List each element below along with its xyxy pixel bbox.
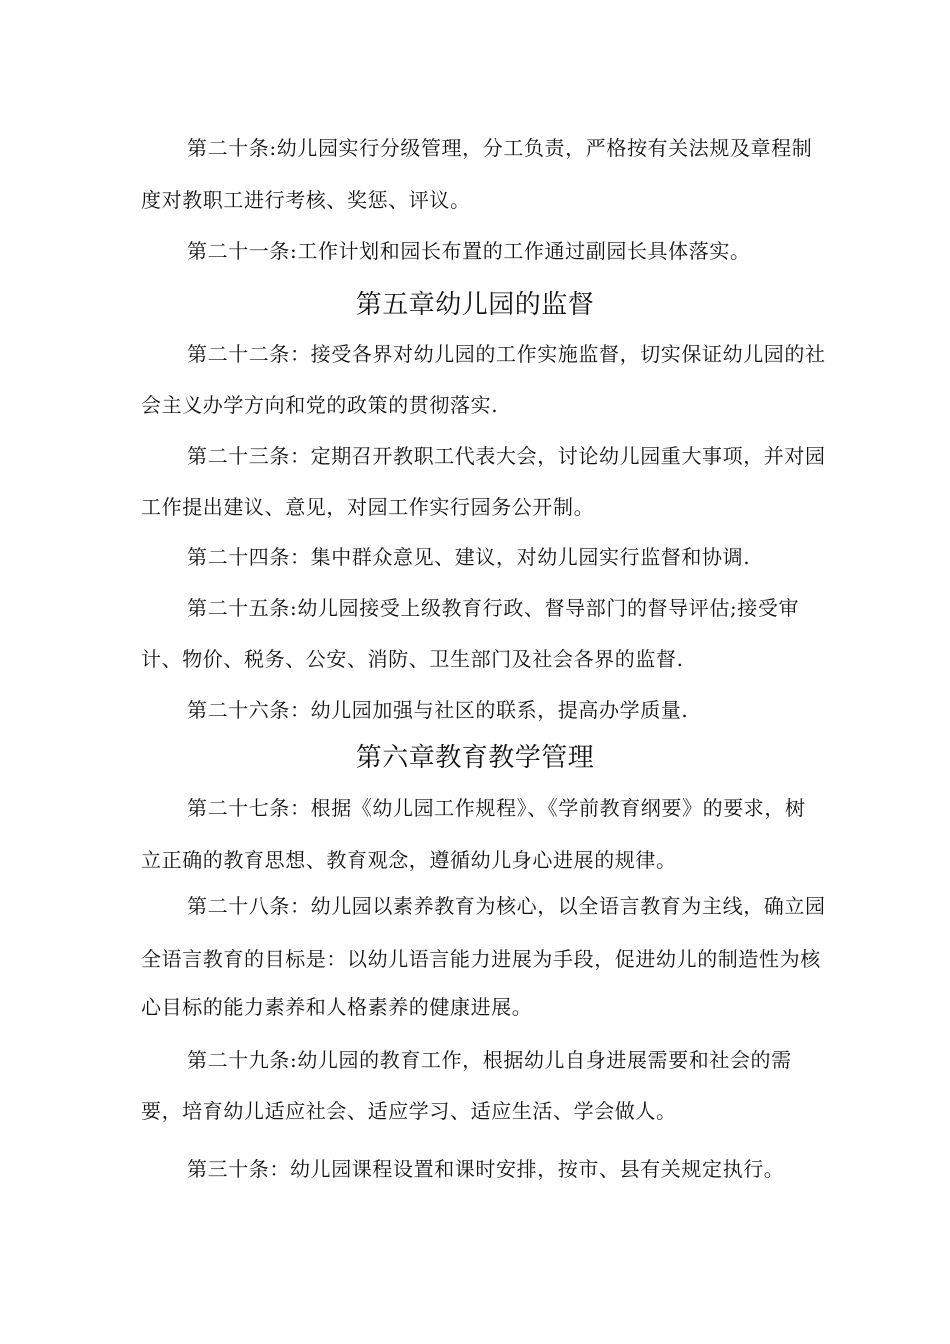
article-24-line-1: 第二十四条：集中群众意见、建议，对幼儿园实行监督和协调. xyxy=(187,545,751,569)
article-25-line-2: 计、物价、税务、公安、消防、卫生部门及社会各界的监督. xyxy=(141,647,684,671)
article-30-line-1: 第三十条：幼儿园课程设置和课时安排，按市、县有关规定执行。 xyxy=(187,1157,785,1181)
article-27-line-1: 第二十七条：根据《幼儿园工作规程》、《学前教育纲要》的要求，树 xyxy=(187,796,806,820)
article-22-line-1: 第二十二条：接受各界对幼儿园的工作实施监督，切实保证幼儿园的社 xyxy=(187,342,826,366)
article-28-line-1: 第二十八条：幼儿园以素养教育为核心，以全语言教育为主线，确立园 xyxy=(187,894,826,918)
article-20-line-1: 第二十条:幼儿园实行分级管理，分工负责，严格按有关法规及章程制 xyxy=(187,136,813,160)
article-21-line-1: 第二十一条:工作计划和园长布置的工作通过副园长具体落实。 xyxy=(187,239,751,263)
article-23-line-2: 工作提出建议、意见，对园工作实行园务公开制。 xyxy=(141,495,595,519)
article-27-line-2: 立正确的教育思想、教育观念，遵循幼儿身心进展的规律。 xyxy=(141,848,677,872)
article-23-line-1: 第二十三条：定期召开教职工代表大会，讨论幼儿园重大事项，并对园 xyxy=(187,444,826,468)
article-20-line-2: 度对教职工进行考核、奖惩、评议。 xyxy=(141,188,471,212)
article-29-line-2: 要，培育幼儿适应社会、适应学习、适应生活、学会做人。 xyxy=(141,1099,677,1123)
article-26-line-1: 第二十六条：幼儿园加强与社区的联系，提高办学质量. xyxy=(187,698,689,722)
article-22-line-2: 会主义办学方向和党的政策的贯彻落实. xyxy=(141,393,499,417)
chapter-5-heading: 第五章幼儿园的监督 xyxy=(355,290,595,320)
article-25-line-1: 第二十五条:幼儿园接受上级教育行政、督导部门的督导评估;接受审 xyxy=(187,596,800,620)
chapter-6-heading: 第六章教育教学管理 xyxy=(355,743,595,773)
article-29-line-1: 第二十九条:幼儿园的教育工作，根据幼儿自身进展需要和社会的需 xyxy=(187,1048,792,1072)
article-28-line-3: 心目标的能力素养和人格素养的健康进展。 xyxy=(141,995,533,1019)
article-28-line-2: 全语言教育的目标是：以幼儿语言能力进展为手段，促进幼儿的制造性为核 xyxy=(141,947,821,971)
